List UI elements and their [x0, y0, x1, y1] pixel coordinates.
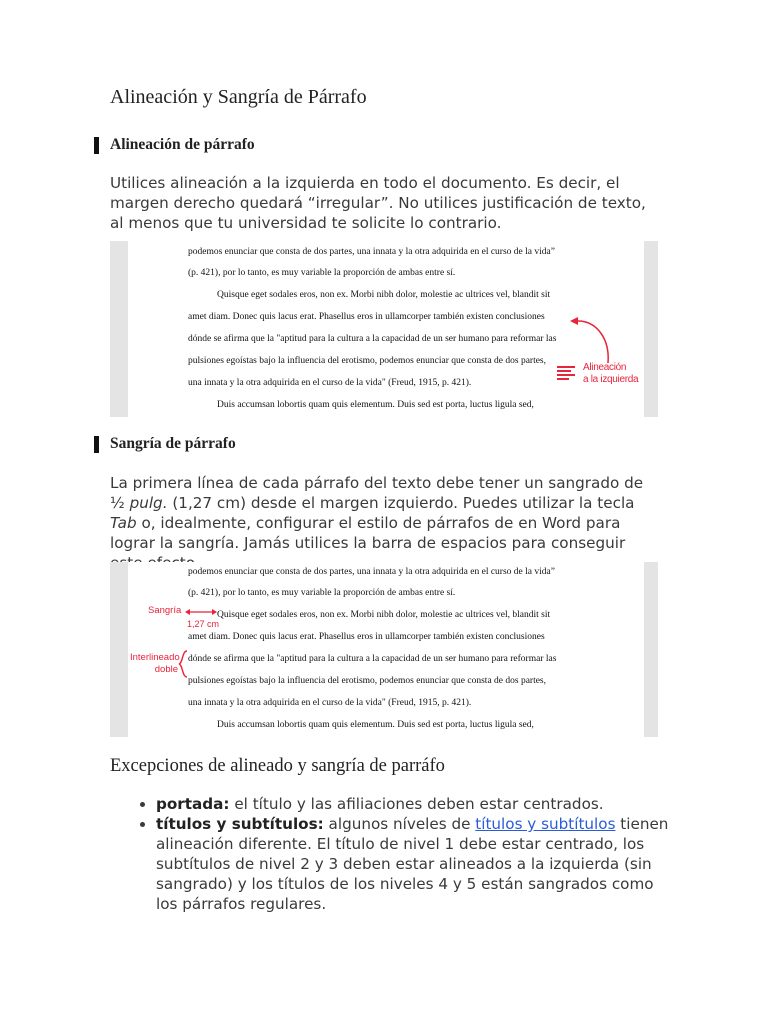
annotation-text: Interlineado: [130, 652, 180, 663]
example-line: dónde se afirma que la "aptitud para la cultura a la capacidad de un ser humano para reformar las: [188, 654, 557, 664]
titles-subtitles-link[interactable]: títulos y subtítulos: [475, 815, 616, 833]
list-item-text: el título y las afiliaciones deben estar centrados.: [229, 795, 604, 813]
paragraph-text: (1,27 cm) desde el margen izquierdo. Puedes utilizar la tecla: [167, 494, 635, 512]
annotation-text: Alineación: [583, 362, 627, 373]
example-line: amet diam. Donec quis lacus erat. Phasellus eros in ullamcorper también existen conclusiones: [188, 632, 545, 642]
example-line: dónde se afirma que la "aptitud para la cultura a la capacidad de un ser humano para reformar las: [188, 334, 557, 344]
section-heading-indent: Sangría de párrafo: [110, 435, 236, 452]
list-item-label: títulos y subtítulos:: [156, 815, 324, 833]
exceptions-heading: Excepciones de alineado y sangría de parráfo: [110, 756, 445, 776]
double-arrow-icon: [185, 608, 217, 616]
example-line: amet diam. Donec quis lacus erat. Phasellus eros in ullamcorper también existen conclusiones: [188, 312, 545, 322]
paragraph-text: La primera línea de cada párrafo del texto debe tener un sangrado de ½: [110, 474, 644, 512]
annotation-alignment: [583, 362, 638, 386]
indent-paragraph: [110, 473, 655, 573]
list-item-text: tienen alineación diferente. El título de nivel 1 debe estar centrado, los subtítulos de nivel 2 y 3 deben estar alineados a la izquierda (sin sangrado) y los títulos de los niveles 4 y 5 están sangrados como los párrafos regulares.: [156, 815, 669, 913]
page-title: Alineación y Sangría de Párrafo: [110, 86, 367, 108]
section-marker: [94, 436, 99, 453]
list-item: [156, 794, 676, 814]
example-line: Duis accumsan lobortis quam quis elementum. Duis sed est porta, luctus ligula sed,: [217, 400, 534, 410]
annotation-interlineado: [130, 652, 178, 676]
example-line: Quisque eget sodales eros, non ex. Morbi nibh dolor, molestie ac ultrices vel, blandit sit: [217, 290, 551, 300]
list-item-text: algunos níveles de: [323, 815, 476, 833]
example-line: Quisque eget sodales eros, non ex. Morbi nibh dolor, molestie ac ultrices vel, blandit sit: [217, 610, 551, 620]
alignment-paragraph: Utilices alineación a la izquierda en todo el documento. Es decir, el margen derecho quedará “irregular”. No utilices justificación de texto, al menos que tu universidad te solicite lo contrario.: [110, 174, 646, 232]
paragraph-text: o, idealmente, configurar el estilo de párrafos de en Word para lograr la sangría. Jamás utilices la barra de espacios para conseguir: [110, 514, 626, 552]
paragraph-italic: pulg.: [129, 494, 168, 512]
annotation-size: 1,27 cm: [187, 619, 220, 629]
example-line: podemos enunciar que consta de dos partes, una innata y la otra adquirida en el curso de la vida”: [188, 567, 555, 577]
alignment-example-image: [110, 241, 658, 417]
example-line: pulsiones egoístas bajo la influencia del erotismo, podemos enunciar que consta de dos partes,: [188, 676, 547, 686]
example-line: podemos enunciar que consta de dos partes, una innata y la otra adquirida en el curso de la vida”: [188, 247, 555, 257]
paragraph-italic: Tab: [110, 514, 137, 532]
section-heading-alignment: Alineación de párrafo: [110, 136, 255, 153]
exceptions-list: [130, 794, 676, 914]
left-align-icon: [557, 365, 577, 381]
annotation-text: doble: [154, 664, 178, 675]
annotation-text: a la izquierda: [583, 374, 639, 385]
example-line: pulsiones egoístas bajo la influencia del erotismo, podemos enunciar que consta de dos partes,: [188, 356, 547, 366]
example-line: una innata y la otra adquirida en el curso de la vida" (Freud, 1915, p. 421).: [188, 378, 472, 388]
example-line: Duis accumsan lobortis quam quis elementum. Duis sed est porta, luctus ligula sed,: [217, 720, 534, 730]
indent-example-image: [110, 562, 658, 737]
section-marker: [94, 137, 99, 154]
brace-icon: [178, 650, 188, 678]
example-line: una innata y la otra adquirida en el curso de la vida" (Freud, 1915, p. 421).: [188, 698, 472, 708]
list-item: [156, 814, 676, 914]
example-line: (p. 421), por lo tanto, es muy variable la proporción de ambas entre sí.: [188, 588, 456, 598]
example-line: (p. 421), por lo tanto, es muy variable la proporción de ambas entre sí.: [188, 268, 456, 278]
annotation-sangria: Sangría: [148, 605, 182, 616]
list-item-label: portada:: [156, 795, 230, 813]
